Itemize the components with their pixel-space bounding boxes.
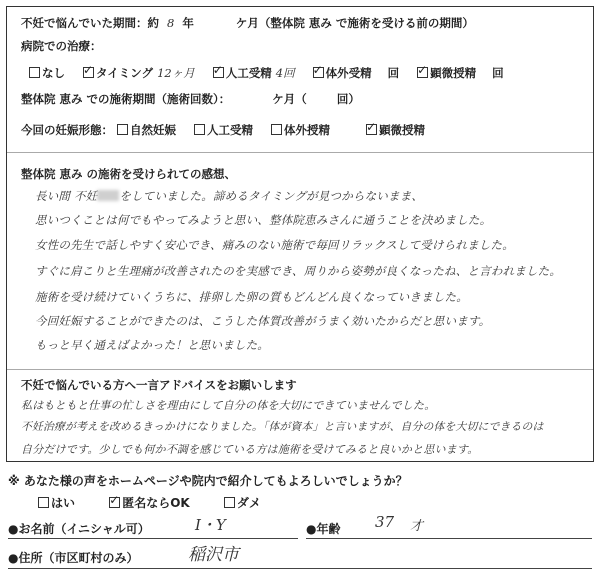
checkbox[interactable] (117, 124, 128, 135)
checkbox-checked[interactable] (83, 67, 94, 78)
treatment-period-label: 整体院 恵み での施術期間（施術回数）： (21, 92, 231, 106)
advice-line-1: 私はもともと仕事の忙しさを理由にして自分の体を大切にできていませんでした。 (21, 399, 436, 412)
infertility-period-row (21, 15, 474, 31)
impressions-heading: 整体院 恵み の施術を受けられての感想、 (21, 167, 237, 181)
hospital-option-none[interactable]: なし (29, 66, 69, 80)
checkbox-checked[interactable] (109, 497, 120, 508)
impression-line-1: 長い間 不妊 をしていました。諦めるタイミングが見つからないまま、 (35, 189, 424, 203)
redaction (97, 190, 119, 201)
period-years: 8 (167, 16, 175, 30)
checkbox-checked[interactable] (417, 67, 428, 78)
survey-form (6, 6, 594, 462)
impression-line-3: 女性の先生で話しやすく安心でき、痛みのない施術で毎回リラックスして受けられました。 (35, 238, 514, 252)
hospital-option-ivf[interactable]: ✓ 体外受精 回 (313, 66, 404, 80)
checkbox[interactable] (194, 124, 205, 135)
hospital-option-icsi[interactable]: ✓ 顕微授精 回 (417, 66, 504, 80)
address-label: ●住所（市区町村のみ） (8, 551, 139, 565)
pregnancy-option-artificial[interactable]: 人工受精 (194, 123, 257, 137)
advice-heading: 不妊で悩んでいる方へ一言アドバイスをお願いします (21, 378, 297, 392)
consent-option-anonymous[interactable]: ✓ 匿名ならOK (109, 496, 194, 510)
name-value[interactable]: I・Y (195, 516, 226, 534)
consent-option-yes[interactable]: はい (38, 496, 79, 510)
consent-options (38, 494, 261, 511)
address-underline (8, 568, 592, 569)
age-label: ●年齢 (306, 522, 341, 536)
checkbox-checked[interactable] (366, 124, 377, 135)
advice-line-2: 不妊治療が考えを改めるきっかけになりました。「体が資本」と言いますが、自分の体を大切にできるのは (21, 420, 544, 433)
hospital-options-row (29, 65, 518, 81)
divider (7, 152, 593, 153)
checkbox-checked[interactable] (313, 67, 324, 78)
age-underline (306, 538, 592, 539)
impression-line-5: 施術を受け続けていくうちに、排卵した卵の質もどんどん良くなっていきました。 (35, 290, 468, 304)
checkbox[interactable] (38, 497, 49, 508)
checkbox[interactable] (271, 124, 282, 135)
checkbox-checked[interactable] (213, 67, 224, 78)
hospital-option-timing[interactable]: ✓ タイミング 12ヶ月 (83, 66, 199, 80)
impression-line-4: すぐに肩こりと生理痛が改善されたのを実感でき、周りから姿勢が良くなったね、と言われました。 (35, 264, 562, 278)
treatment-period-row: 整体院 恵み での施術期間（施術回数）： ケ月（ 回） (21, 92, 360, 106)
advice-line-3: 自分だけです。少しでも何か不調を感じている方は施術を受けてみると良いかと思います。 (21, 443, 479, 456)
consent-option-no[interactable]: ダメ (224, 496, 261, 510)
checkbox[interactable] (29, 67, 40, 78)
address-value[interactable]: 稲沢市 (188, 545, 239, 565)
pregnancy-option-icsi[interactable]: ✓ 顕微授精 (366, 123, 425, 137)
impression-line-7: もっと早く通えばよかった！と思いました。 (35, 338, 269, 352)
impression-line-6: 今回妊娠することができたのは、こうした体質改善がうまく効いたからだと思います。 (35, 314, 491, 328)
pregnancy-type-row (21, 122, 439, 138)
pregnancy-label: 今回の妊娠形態： (21, 123, 113, 137)
pregnancy-option-ivf[interactable]: 体外授精 (271, 123, 334, 137)
period-year-unit: 年 (182, 16, 194, 30)
divider (7, 369, 593, 370)
consent-question: ※ あなた様の声をホームページや院内で紹介してもよろしいでしょうか？ (8, 474, 408, 488)
hospital-option-artificial[interactable]: ✓ 人工受精 4回 (213, 66, 299, 80)
age-unit: 才 (410, 519, 424, 534)
period-label: 不妊で悩んでいた期間：約 (21, 16, 159, 30)
checkbox[interactable] (224, 497, 235, 508)
age-value[interactable]: 37 (375, 513, 395, 531)
name-label: ●お名前（イニシャル可） (8, 522, 150, 536)
pregnancy-option-natural[interactable]: 自然妊娠 (117, 123, 180, 137)
hospital-heading: 病院での治療： (21, 39, 102, 53)
period-tail: ケ月（整体院 恵み で施術を受ける前の期間） (235, 16, 474, 30)
name-underline (8, 538, 298, 539)
impression-line-2: 思いつくことは何でもやってみようと思い、整体院恵みさんに通うことを決めました。 (35, 213, 492, 227)
